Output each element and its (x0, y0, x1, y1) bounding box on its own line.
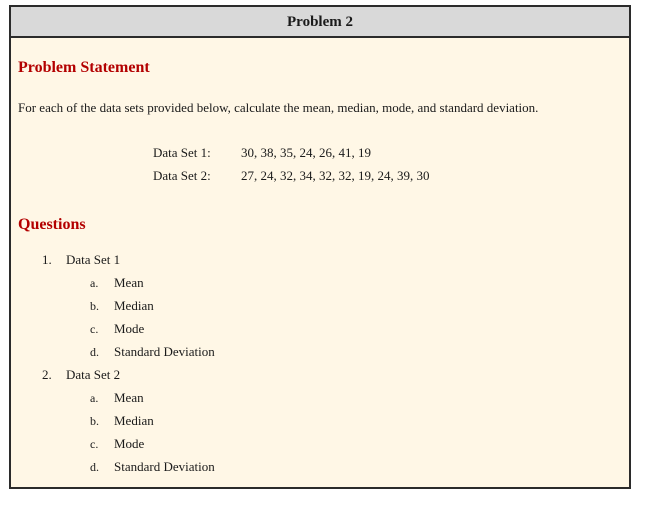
question-text: Data Set 1 (66, 252, 121, 267)
sub-question-letter: a. (90, 391, 99, 405)
sub-question-text: Mode (114, 321, 145, 336)
data-set-label: Data Set 2: (153, 168, 211, 183)
sub-question-text: Mean (114, 390, 144, 405)
question-number: 2. (42, 367, 52, 382)
problem-statement-heading: Problem Statement (18, 59, 150, 76)
problem-title: Problem 2 (287, 14, 353, 30)
data-sets-table (153, 145, 430, 191)
sub-question-letter: d. (90, 345, 99, 359)
data-set-row (153, 145, 430, 168)
questions-heading: Questions (18, 216, 86, 233)
data-set-values: 30, 38, 35, 24, 26, 41, 19 (241, 145, 371, 160)
sub-question-text: Mean (114, 275, 144, 290)
sub-question-text: Standard Deviation (114, 459, 215, 474)
sub-question-text: Mode (114, 436, 145, 451)
sub-question-text: Median (114, 298, 154, 313)
data-set-label: Data Set 1: (153, 145, 211, 160)
problem-title-bar (11, 7, 629, 38)
sub-question-letter: a. (90, 276, 99, 290)
sub-question-text: Standard Deviation (114, 344, 215, 359)
sub-question-letter: c. (90, 322, 99, 336)
problem-box (9, 5, 631, 489)
sub-question-text: Median (114, 413, 154, 428)
question-number: 1. (42, 252, 52, 267)
question-text: Data Set 2 (66, 367, 121, 382)
data-set-row (153, 168, 430, 191)
sub-question-letter: d. (90, 460, 99, 474)
sub-question-letter: b. (90, 299, 99, 313)
sub-question-letter: c. (90, 437, 99, 451)
problem-statement-text: For each of the data sets provided below, calculate the mean, median, mode, and standard deviation. (18, 100, 539, 115)
data-set-values: 27, 24, 32, 34, 32, 32, 19, 24, 39, 30 (241, 168, 430, 183)
sub-question-letter: b. (90, 414, 99, 428)
